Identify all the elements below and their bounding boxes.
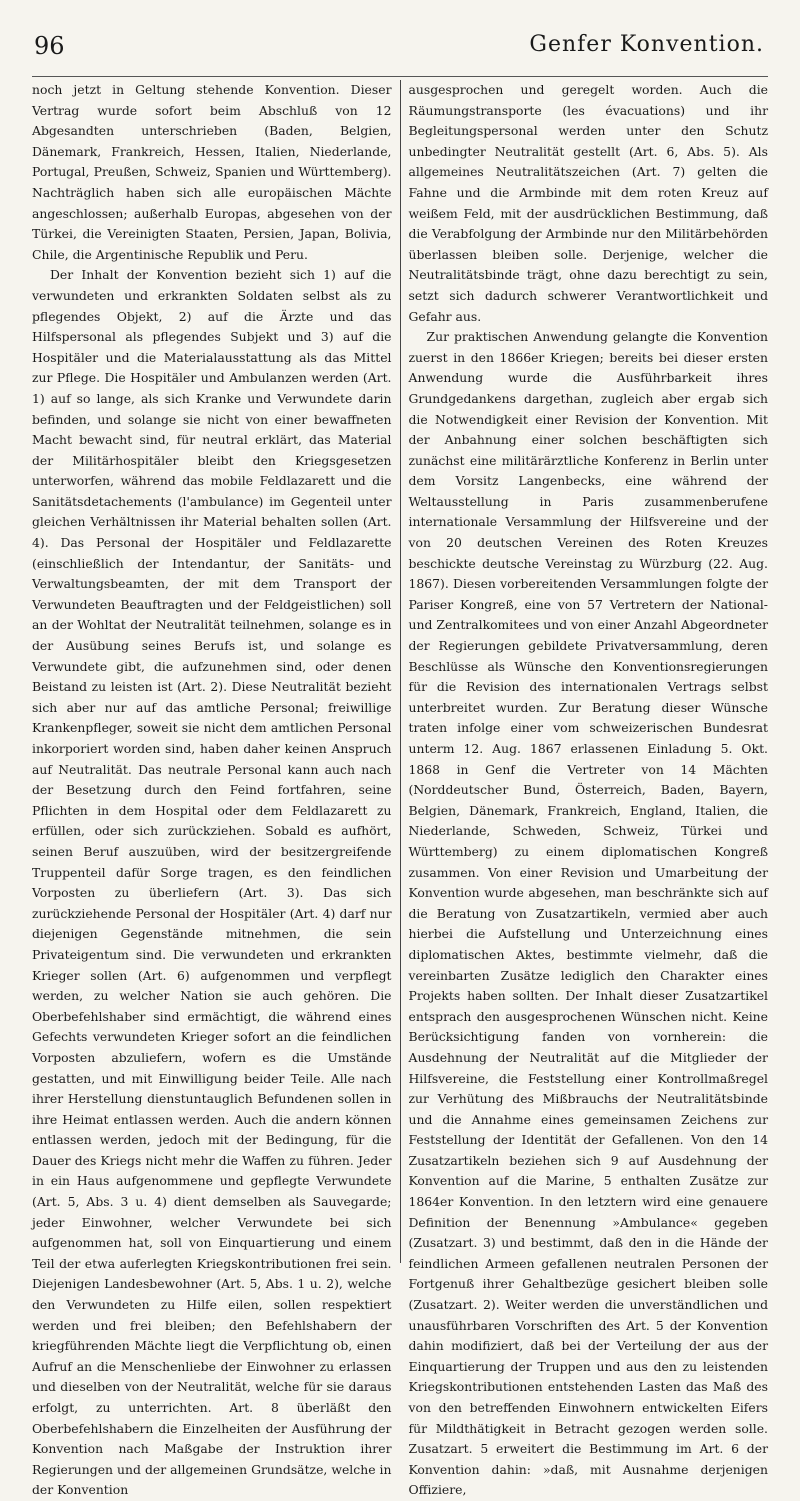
running-title: Genfer Konvention.	[529, 32, 764, 57]
paragraph: noch jetzt in Geltung stehende Konvention. Dieser Vertrag wurde sofort beim Abschluß von 12 Abgesandten unterschrieben (Baden, Belgien, Dänemark, Frankreich, Hessen, Italien, Niederlande, Portugal, Preußen, Schweiz, Spanien und Württemberg). Nachträglich haben sich alle europäischen Mächte angeschlossen; außerhalb Europas, abgesehen von der Türkei, die Vereinigten Staaten, Persien, Japan, Bolivia, Chile, die Argentinische Republik und Peru.	[32, 82, 392, 262]
paragraph: Der Inhalt der Konvention bezieht sich 1) auf die verwundeten und erkrankten Soldaten selbst als zu pflegendes Objekt, 2) auf die Ärzte und das Hilfspersonal als pflegendes Subjekt und 3) auf die Hospitäler und die Materialausstattung als das Mittel zur Pflege. Die Hospitäler und Ambulanzen werden (Art. 1) auf so lange, als sich Kranke und Verwundete darin befinden, und solange sie nicht von einer bewaffneten Macht bewacht sind, für neutral erklärt, das Material der Militärhospitäler bleibt den Kriegsgesetzen unterworfen, während das mobile Feldlazarett und die Sanitätsdetachements (l'ambulance) im Gegenteil unter gleichen Verhältnissen ihr Material behalten sollen (Art. 4). Das Personal der Hospitäler und Feldlazarette (einschließlich der Intendantur, der Sanitäts- und Verwaltungsbeamten, der mit dem Transport der Verwundeten Beauftragten und der Feldgeistlichen) soll an der Wohltat der Neutralität teilnehmen, solange es in der Ausübung seines Berufs ist, und solange es Verwundete gibt, die aufzunehmen sind, oder denen Beistand zu leisten ist (Art. 2). Diese Neutralität bezieht sich aber nur auf das amtliche Personal; freiwillige Krankenpfleger, soweit sie nicht dem amtlichen Personal inkorporiert worden sind, haben daher keinen Anspruch auf Neutralität. Das neutrale Personal kann auch nach der Besetzung durch den Feind fortfahren, seine Pflichten in dem Hospital oder dem Feldlazarett zu erfüllen, oder sich zurückziehen. Sobald es aufhört, seinen Beruf auszuüben, wird der besitzergreifende Truppenteil dafür Sorge tragen, es den feindlichen Vorposten zu überliefern (Art. 3). Das sich zurückziehende Personal der Hospitäler (Art. 4) darf nur diejenigen Gegenstände mitnehmen, die sein Privateigentum sind. Die verwundeten und erkrankten Krieger sollen (Art. 6) aufgenommen und verpflegt werden, zu welcher Nation sie auch gehören. Die Oberbefehlshaber sind ermächtigt, die während eines Gefechts verwundeten Krieger sofort an die feindlichen Vorposten abzuliefern, wofern es die Umstände gestatten, und mit Einwilligung beider Teile. Alle nach ihrer Herstellung dienstuntauglich Befundenen sollen in ihre Heimat entlassen werden. Auch die andern können entlassen werden, jedoch mit der Bedingung, für die Dauer des Kriegs nicht mehr die Waffen zu führen. Jeder in ein Haus aufgenommene und gepflegte Verwundete (Art. 5, Abs. 3 u. 4) dient demselben als Sauvegarde; jeder Einwohner, welcher Verwundete bei sich aufgenommen hat, soll von Einquartierung und einem Teil der etwa auferlegten Kriegskontributionen frei sein. Diejenigen Landesbewohner (Art. 5, Abs. 1 u. 2), welche den Verwundeten zu Hilfe eilen, sollen respektiert werden und frei bleiben; den Befehlshabern der kriegführenden Mächte liegt die Verpflichtung ob, einen Aufruf an die Menschenliebe der Einwohner zu erlassen und dieselben von der Neutralität, welche für sie daraus erfolgt, zu unterrichten. Art. 8 überläßt den Oberbefehlshabern die Einzelheiten der Ausführung der Konvention nach Maßgabe der Instruktion ihrer Regierungen und der allgemeinen Grundsätze, welche in der Konvention	[32, 267, 392, 1498]
page-header	[32, 26, 768, 77]
page-number: 96	[34, 32, 65, 60]
text-columns	[32, 80, 768, 1498]
left-column	[32, 80, 400, 1498]
paragraph: Zur praktischen Anwendung gelangte die Konvention zuerst in den 1866er Kriegen; bereits bei dieser ersten Anwendung wurde die Ausführbarkeit ihres Grundgedankens dargethan, zugleich aber ergab sich die Notwendigkeit einer Revision der Konvention. Mit der Anbahnung einer solchen beschäftigten sich zunächst eine militärärztliche Konferenz in Berlin unter dem Vorsitz Langenbecks, eine während der Weltausstellung in Paris zusammenberufene internationale Versammlung der Hilfsvereine und der von 20 deutschen Vereinen des Roten Kreuzes beschickte deutsche Vereinstag zu Würzburg (22. Aug. 1867). Diesen vorbereitenden Versammlungen folgte der Pariser Kongreß, eine von 57 Vertretern der National- und Zentralkomitees und von einer Anzahl Abgeordneter der Regierungen gebildete Privatversammlung, deren Beschlüsse als Wünsche den Konventionsregierungen für die Revision des internationalen Vertrags selbst unterbreitet wurden. Zur Beratung dieser Wünsche traten infolge einer vom schweizerischen Bundesrat unterm 12. Aug. 1867 erlassenen Einladung 5. Okt. 1868 in Genf die Vertreter von 14 Mächten (Norddeutscher Bund, Österreich, Baden, Bayern, Belgien, Dänemark, Frankreich, England, Italien, die Niederlande, Schweden, Schweiz, Türkei und Württemberg) zu einem diplomatischen Kongreß zusammen. Von einer Revision und Umarbeitung der Konvention wurde abgesehen, man beschränkte sich auf die Beratung von Zusatzartikeln, vermied aber auch hierbei die Aufstellung und Unterzeichnung eines diplomatischen Aktes, bestimmte vielmehr, daß die vereinbarten Zusätze lediglich den Charakter eines Projekts haben sollten. Der Inhalt dieser Zusatzartikel entsprach den ausgesprochenen Wünschen nicht. Keine Berücksichtigung fanden von vornherein: die Ausdehnung der Neutralität auf die Mitglieder der Hilfsvereine, die Feststellung einer Kontrollmaßregel zur Verhütung des Mißbrauchs der Neutralitätsbinde und die Annahme eines gemeinsamen Zeichens zur Feststellung der Identität der Gefallenen. Von den 14 Zusatzartikeln beziehen sich 9 auf Ausdehnung der Konvention auf die Marine, 5 enthalten Zusätze zur 1864er Konvention. In den letztern wird eine genauere Definition der Benennung »Ambulance« gegeben (Zusatzart. 3) und bestimmt, daß den in die Hände der feindlichen Armeen gefallenen neutralen Personen der Fortgenuß ihrer Gehaltbezüge gesichert bleiben solle (Zusatzart. 2). Weiter werden die unverständlichen und unausführbaren Vorschriften des Art. 5 der Konvention dahin modifiziert, daß bei der Verteilung der aus der Einquartierung der Truppen und aus den zu leistenden Kriegskontributionen entstehenden Lasten das Maß des von den betreffenden Einwohnern entwickelten Eifers für Mildthätigkeit in Betracht gezogen werden solle. Zusatzart. 5 erweitert die Bestimmung im Art. 6 der Konvention dahin: »daß, mit Ausnahme derjenigen Offiziere,	[408, 329, 768, 1498]
right-column	[400, 80, 769, 1498]
paragraph: ausgesprochen und geregelt worden. Auch die Räumungstransporte (les évacuations) und ihr Begleitungspersonal werden unter den Schutz unbedingter Neutralität gestellt (Art. 6, Abs. 5). Als allgemeines Neutralitätszeichen (Art. 7) gelten die Fahne und die Armbinde mit dem roten Kreuz auf weißem Feld, mit der ausdrücklichen Bestimmung, daß die Verabfolgung der Armbinde nur den Militärbehörden überlassen bleiben solle. Derjenige, welcher die Neutralitätsbinde trägt, ohne dazu berechtigt zu sein, setzt sich dadurch schwerer Verantwortlichkeit und Gefahr aus.	[408, 82, 768, 324]
